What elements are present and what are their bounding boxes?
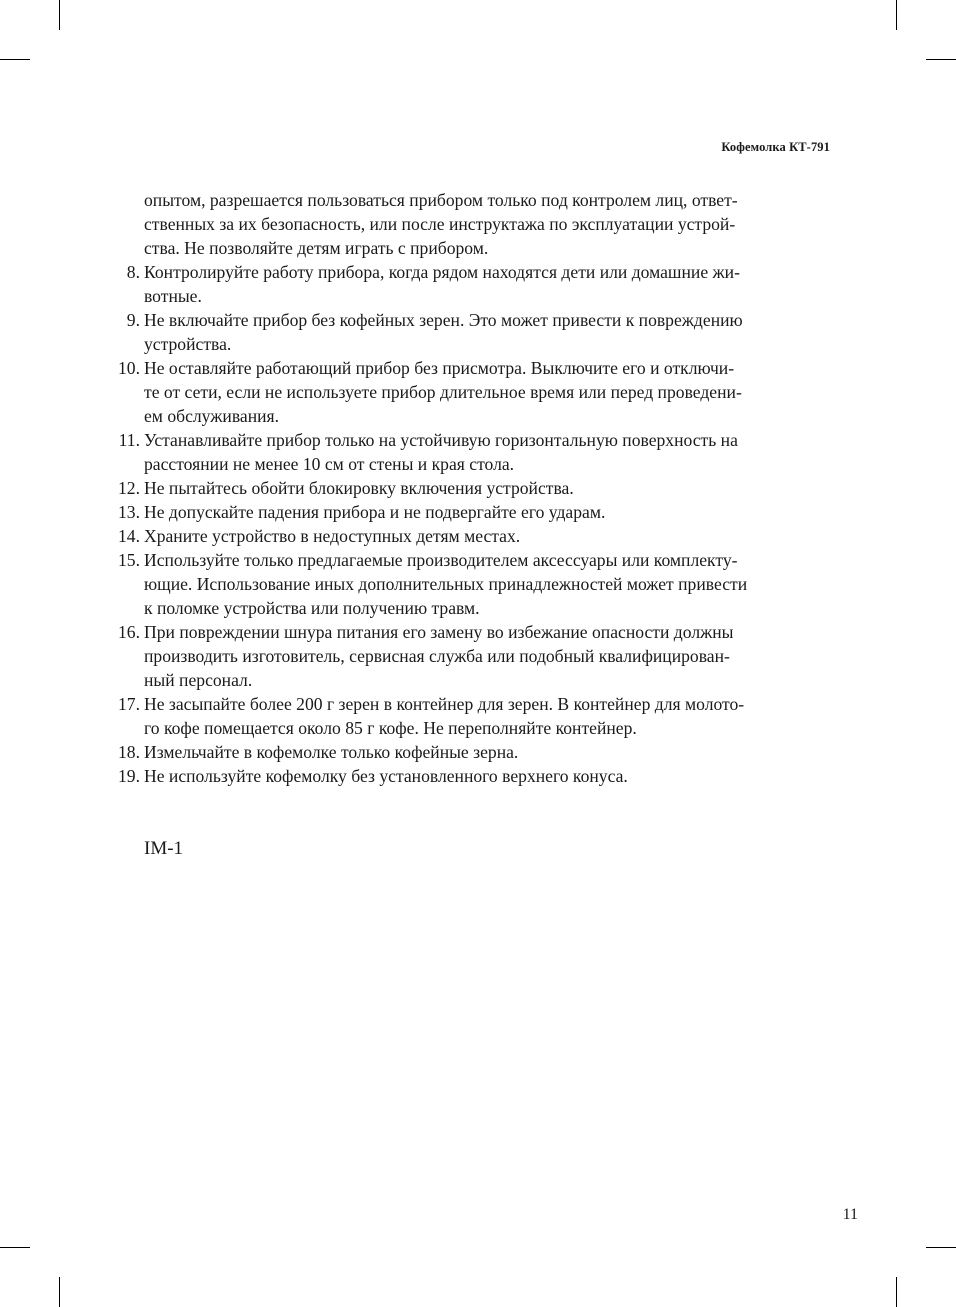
list-item [118, 764, 832, 788]
list-item-number: 19. [118, 766, 140, 786]
crop-mark-top-right [896, 0, 897, 30]
list-item-number: 15. [118, 550, 140, 570]
list-item [118, 356, 832, 428]
running-header: Кофемолка КТ-791 [721, 140, 830, 154]
list-item-text: к поломке устройства или получению травм. [144, 598, 480, 618]
list-item-text: те от сети, если не используете прибор длительное время или перед проведени- [144, 382, 742, 402]
document-code: IM-1 [144, 838, 184, 859]
list-item [126, 260, 832, 308]
list-item [118, 428, 832, 476]
list-item [118, 476, 832, 500]
list-item-number: 16. [118, 622, 140, 642]
crop-mark-left-top [0, 59, 30, 60]
list-item-text: вотные. [144, 286, 202, 306]
page-number: 11 [842, 1206, 858, 1223]
intro-line: ства. Не позволяйте детям играть с прибором. [144, 238, 489, 258]
continued-paragraph [144, 188, 832, 260]
list-item-number: 10. [118, 358, 140, 378]
list-item-number: 8. [126, 262, 140, 282]
list-item-number: 11. [118, 430, 140, 450]
safety-rules-list [118, 260, 832, 788]
list-item [118, 620, 832, 692]
list-item-text: Храните устройство в недоступных детям местах. [144, 526, 521, 546]
list-item [118, 500, 832, 524]
list-item-text: Устанавливайте прибор только на устойчивую горизонтальную поверхность на [144, 430, 738, 450]
list-item-text: Не включайте прибор без кофейных зерен. Это может привести к повреждению [144, 310, 743, 330]
crop-mark-top-left [59, 0, 60, 30]
list-item-text: Не используйте кофемолку без установленного верхнего конуса. [144, 766, 628, 786]
list-item-text: Не оставляйте работающий прибор без присмотра. Выключите его и отключи- [144, 358, 735, 378]
intro-line: опытом, разрешается пользоваться прибором только под контролем лиц, ответ- [144, 190, 738, 210]
list-item-number: 12. [118, 478, 140, 498]
crop-mark-left-bottom [0, 1247, 30, 1248]
list-item-number: 17. [118, 694, 140, 714]
crop-mark-bottom-right [896, 1277, 897, 1307]
list-item-text: Не пытайтесь обойти блокировку включения устройства. [144, 478, 574, 498]
list-item-text: Не допускайте падения прибора и не подвергайте его ударам. [144, 502, 606, 522]
list-item-number: 13. [118, 502, 140, 522]
list-item-text: При повреждении шнура питания его замену во избежание опасности должны [144, 622, 734, 642]
list-item-text: ющие. Использование иных дополнительных принадлежностей может привести [144, 574, 748, 594]
list-item-text: Измельчайте в кофемолке только кофейные зерна. [144, 742, 519, 762]
instructions-content [118, 188, 832, 788]
list-item-text: устройства. [144, 334, 232, 354]
list-item-number: 18. [118, 742, 140, 762]
list-item-text: Не засыпайте более 200 г зерен в контейнер для зерен. В контейнер для молото- [144, 694, 745, 714]
crop-mark-bottom-left [59, 1277, 60, 1307]
list-item [118, 692, 832, 740]
list-item-text: Используйте только предлагаемые производителем аксессуары или комплекту- [144, 550, 738, 570]
list-item [118, 548, 832, 620]
crop-mark-right-top [926, 59, 956, 60]
crop-mark-right-bottom [926, 1247, 956, 1248]
list-item-text: го кофе помещается около 85 г кофе. Не переполняйте контейнер. [144, 718, 637, 738]
list-item-text: ный персонал. [144, 670, 253, 690]
list-item-text: производить изготовитель, сервисная служба или подобный квалифицирован- [144, 646, 730, 666]
list-item-text: ем обслуживания. [144, 406, 280, 426]
intro-line: ственных за их безопасность, или после инструктажа по эксплуатации устрой- [144, 214, 736, 234]
list-item [126, 308, 832, 356]
list-item-number: 9. [126, 310, 140, 330]
list-item-text: расстоянии не менее 10 см от стены и края стола. [144, 454, 515, 474]
list-item-number: 14. [118, 526, 140, 546]
list-item-text: Контролируйте работу прибора, когда рядом находятся дети или домашние жи- [144, 262, 740, 282]
list-item [118, 740, 832, 764]
list-item [118, 524, 832, 548]
